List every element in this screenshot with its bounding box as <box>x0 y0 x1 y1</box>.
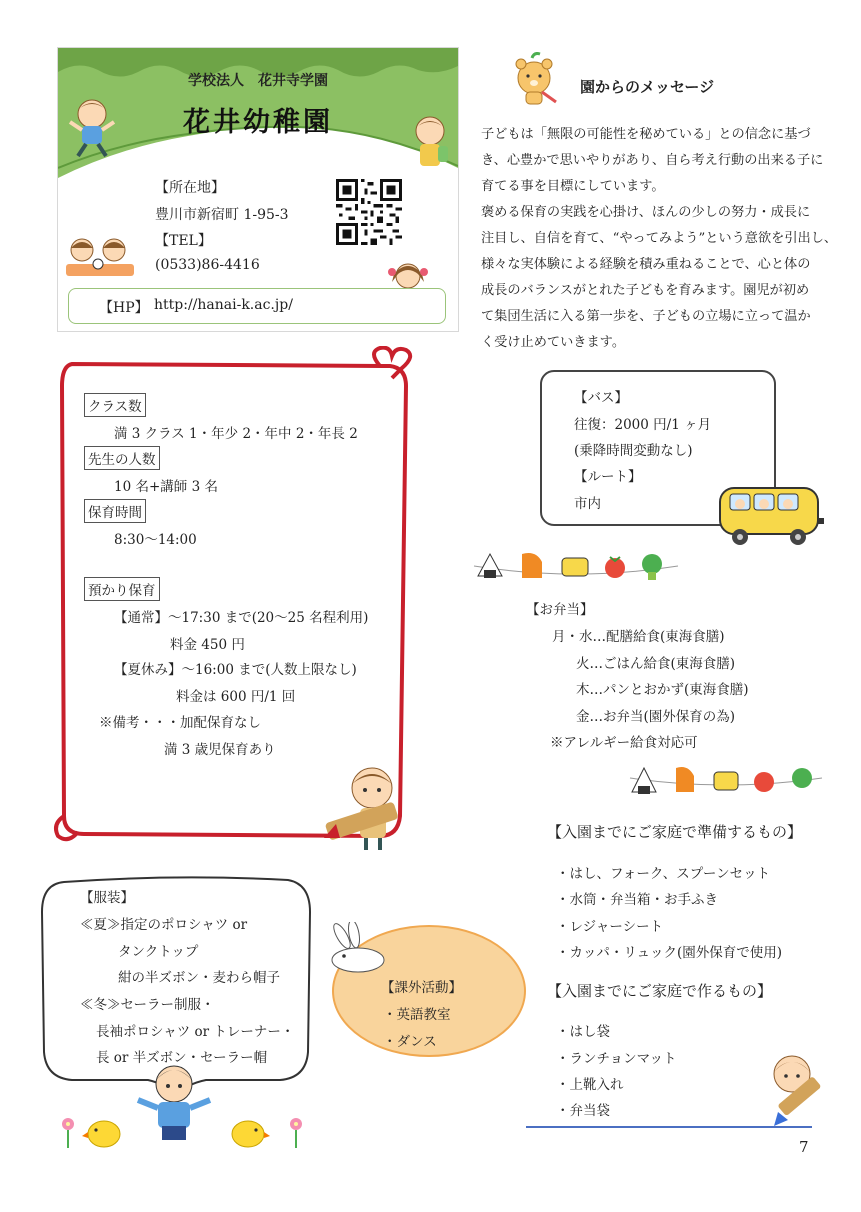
extended-note2: 満 3 歳児保育あり <box>164 742 276 758</box>
lunch-item: 木…パンとおかず(東海食膳) <box>576 682 749 698</box>
prepare-item: ・水筒・弁当箱・お手ふき <box>556 892 718 908</box>
school-bus-illustration <box>716 482 828 548</box>
extra-activities-label: 【課外活動】 <box>381 980 462 996</box>
kid-jumping-illustration <box>66 96 118 158</box>
allergy-note: ※アレルギー給食対応可 <box>550 735 698 751</box>
homepage-link-box[interactable] <box>68 288 446 324</box>
blue-divider-line <box>526 1126 812 1128</box>
route-value: 市内 <box>574 496 601 512</box>
extended-summer-fee: 料金は 600 円/1 回 <box>176 689 296 705</box>
hp-label: 【HP】 <box>99 300 149 316</box>
message-line: き、心豊かで思いやりがあり、自ら考え行動の出来る子に <box>481 153 824 168</box>
class-count-value: 満 3 クラス 1・年少 2・年中 2・年長 2 <box>114 426 358 442</box>
clothes-summer-1: ≪夏≫指定のポロシャツ or <box>80 917 248 933</box>
clothes-winter-1: ≪冬≫セーラー制服・ <box>80 997 215 1013</box>
extended-note: ※備考・・・加配保育なし <box>99 715 261 731</box>
extended-summer: 【夏休み】～16:00 まで(人数上限なし) <box>114 662 357 678</box>
extra-activity-item: ・英語教室 <box>383 1007 451 1023</box>
message-line: 褒める保育の実践を心掛け、ほんの少しの努力・成長に <box>481 205 811 220</box>
page-number: 7 <box>799 1138 809 1156</box>
girl-illustration <box>386 258 430 292</box>
hp-url-link[interactable]: http://hanai-k.ac.jp/ <box>154 297 293 313</box>
clothes-summer-2: タンクトップ <box>118 944 199 960</box>
hours-label: 保育時間 <box>84 499 146 523</box>
route-label: 【ルート】 <box>574 469 642 485</box>
kid-backpack-illustration <box>408 114 452 174</box>
message-line: く受け止めていきます。 <box>481 335 626 350</box>
qr-code[interactable] <box>336 179 402 245</box>
message-line: 子どもは「無限の可能性を秘めている」との信念に基づ <box>481 127 811 142</box>
boy-illustration <box>130 1062 218 1148</box>
tel-label: 【TEL】 <box>155 233 212 249</box>
food-characters-garland-small <box>626 762 826 802</box>
message-line: 育てる事を目標にしています。 <box>481 179 665 194</box>
message-title: 園からのメッセージ <box>580 78 715 96</box>
tel-value: (0533)86-4416 <box>155 257 260 273</box>
prepare-title: 【入園までにご家庭で準備するもの】 <box>547 823 803 841</box>
lunch-label: 【お弁当】 <box>526 602 594 618</box>
clothes-summer-3: 紺の半ズボン・麦わら帽子 <box>118 970 280 986</box>
school-corporation: 学校法人 花井寺学園 <box>188 73 328 89</box>
clothes-label: 【服装】 <box>80 890 134 906</box>
food-characters-garland <box>470 548 682 588</box>
chick-flower-right-illustration <box>224 1108 306 1152</box>
make-item: ・上靴入れ <box>556 1077 624 1093</box>
make-item: ・はし袋 <box>556 1024 610 1040</box>
prepare-item: ・はし、フォーク、スプーンセット <box>556 866 771 882</box>
extended-care-label: 預かり保育 <box>84 577 160 601</box>
bear-mascot-illustration <box>510 52 558 106</box>
clothes-winter-3: 長 or 半ズボン・セーラー帽 <box>96 1050 268 1066</box>
school-info-card <box>57 47 459 332</box>
lunch-item: 火…ごはん給食(東海食膳) <box>576 656 736 672</box>
kids-eating-illustration <box>64 236 136 280</box>
lunch-item: 金…お弁当(園外保育の為) <box>576 709 736 725</box>
hours-value: 8:30～14:00 <box>114 532 197 548</box>
message-line: て集団生活に入る第一歩を、子どもの立場に立って温か <box>481 309 811 324</box>
lunch-item: 月・水…配膳給食(東海食膳) <box>552 629 725 645</box>
address-label: 【所在地】 <box>155 180 225 196</box>
chick-flower-left-illustration <box>58 1108 128 1152</box>
message-line: 注目し、自信を育て、“やってみよう”という意欲を引出し、 <box>481 231 838 246</box>
teacher-count-value: 10 名+講師 3 名 <box>114 479 218 495</box>
extended-normal-fee: 料金 450 円 <box>170 637 245 653</box>
kindergarten-name: 花井幼稚園 <box>183 107 333 138</box>
teacher-count-label: 先生の人数 <box>84 446 160 470</box>
bus-fare-note: (乗降時間変動なし) <box>574 443 693 459</box>
extended-normal: 【通常】～17:30 まで(20～25 名程利用) <box>114 610 369 626</box>
kid-crayon-illustration <box>322 762 410 852</box>
message-line: 成長のバランスがとれた子どもを育みます。園児が初め <box>481 283 810 298</box>
rabbit-illustration <box>328 922 390 978</box>
bus-fare: 往復：2000 円/1 ヶ月 <box>574 417 712 433</box>
kid-pencil-illustration <box>766 1050 828 1132</box>
extra-activity-item: ・ダンス <box>383 1034 437 1050</box>
address-value: 豊川市新宿町 1-95-3 <box>155 207 289 223</box>
make-item: ・ランチョンマット <box>556 1051 677 1067</box>
class-count-label: クラス数 <box>84 393 146 417</box>
make-title: 【入園までにご家庭で作るもの】 <box>547 982 773 1000</box>
bus-label: 【バス】 <box>574 390 628 406</box>
prepare-item: ・カッパ・リュック(園外保育で使用) <box>556 945 782 961</box>
prepare-item: ・レジャーシート <box>556 919 664 935</box>
message-line: 様々な実体験による経験を積み重ねることで、心と体の <box>481 257 811 272</box>
make-item: ・弁当袋 <box>556 1103 610 1119</box>
clothes-winter-2: 長袖ポロシャツ or トレーナー・ <box>96 1024 295 1040</box>
